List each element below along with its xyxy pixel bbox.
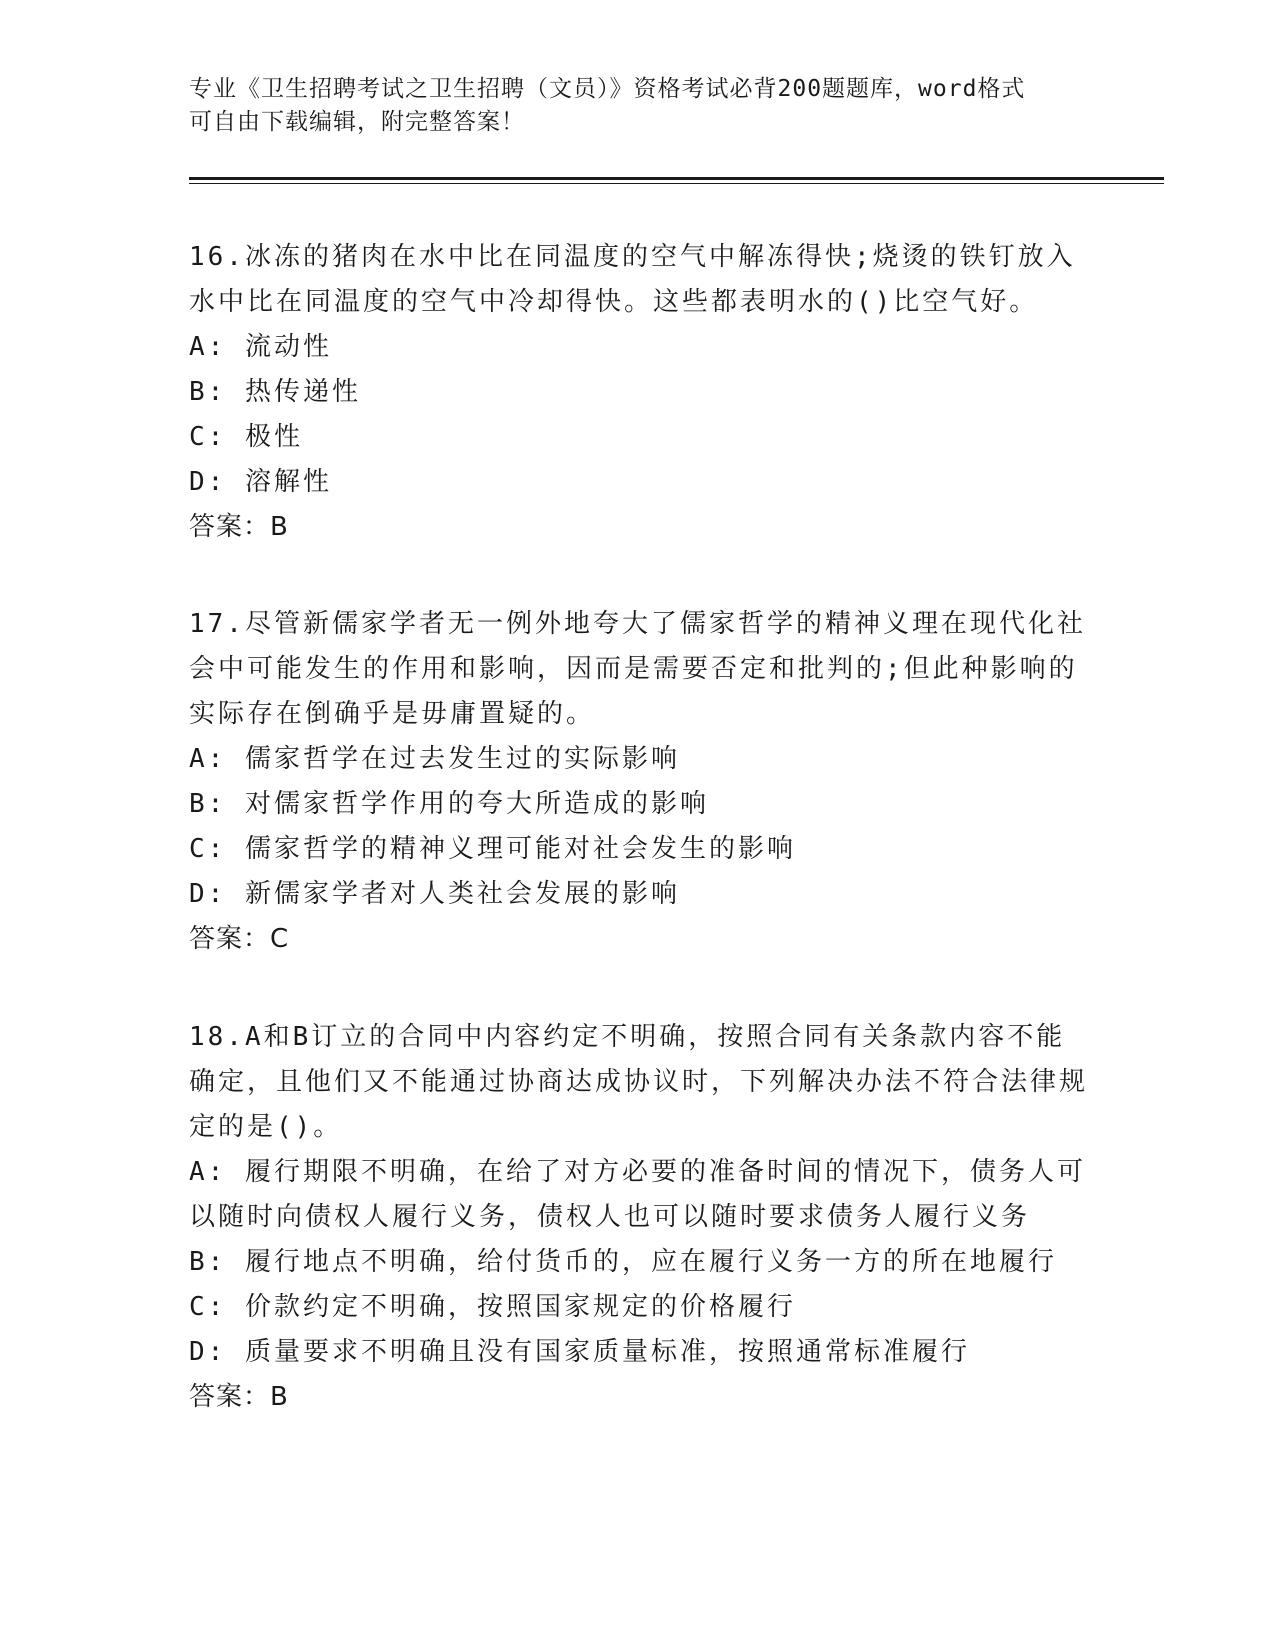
option-d: D: 溶解性 [189,467,332,497]
option-a: A: 儒家哲学在过去发生过的实际影响 [189,744,680,774]
document-header [189,73,1069,139]
question-stem: 18.A和B订立的合同中内容约定不明确，按照合同有关条款内容不能确定，且他们又不能通过协商达成协议时，下列解决办法不符合法律规定的是()。 [189,1022,1089,1142]
option-c: C: 儒家哲学的精神义理可能对社会发生的影响 [189,834,796,864]
question-18 [189,1015,1089,1420]
answer: 答案：C [189,924,290,954]
option-c: C: 价款约定不明确，按照国家规定的价格履行 [189,1292,796,1322]
option-d: D: 质量要求不明确且没有国家质量标准，按照通常标准履行 [189,1337,970,1367]
option-b: B: 对儒家哲学作用的夸大所造成的影响 [189,789,709,819]
option-b: B: 履行地点不明确，给付货币的，应在履行义务一方的所在地履行 [189,1247,1057,1277]
header-divider-thick [189,177,1164,180]
question-stem: 17.尽管新儒家学者无一例外地夸大了儒家哲学的精神义理在现代化社会中可能发生的作用和影响，因而是需要否定和批判的;但此种影响的实际存在倒确乎是毋庸置疑的。 [189,609,1086,729]
answer: 答案：B [189,1382,289,1412]
question-16 [189,235,1089,550]
option-c: C: 极性 [189,422,303,452]
header-line-2: 可自由下载编辑，附完整答案！ [189,109,525,135]
option-a: A: 流动性 [189,332,332,362]
header-line-1: 专业《卫生招聘考试之卫生招聘（文员）》资格考试必背200题题库，word格式 [189,76,1026,102]
header-divider-thin [189,183,1164,184]
answer: 答案：B [189,512,289,542]
option-a: A: 履行期限不明确，在给了对方必要的准备时间的情况下，债务人可以随时向债权人履行义务，债权人也可以随时要求债务人履行义务 [189,1157,1086,1232]
option-d: D: 新儒家学者对人类社会发展的影响 [189,879,680,909]
question-17 [189,602,1089,962]
question-stem: 16.冰冻的猪肉在水中比在同温度的空气中解冻得快;烧烫的铁钉放入水中比在同温度的空气中冷却得快。这些都表明水的()比空气好。 [189,242,1076,317]
option-b: B: 热传递性 [189,377,361,407]
